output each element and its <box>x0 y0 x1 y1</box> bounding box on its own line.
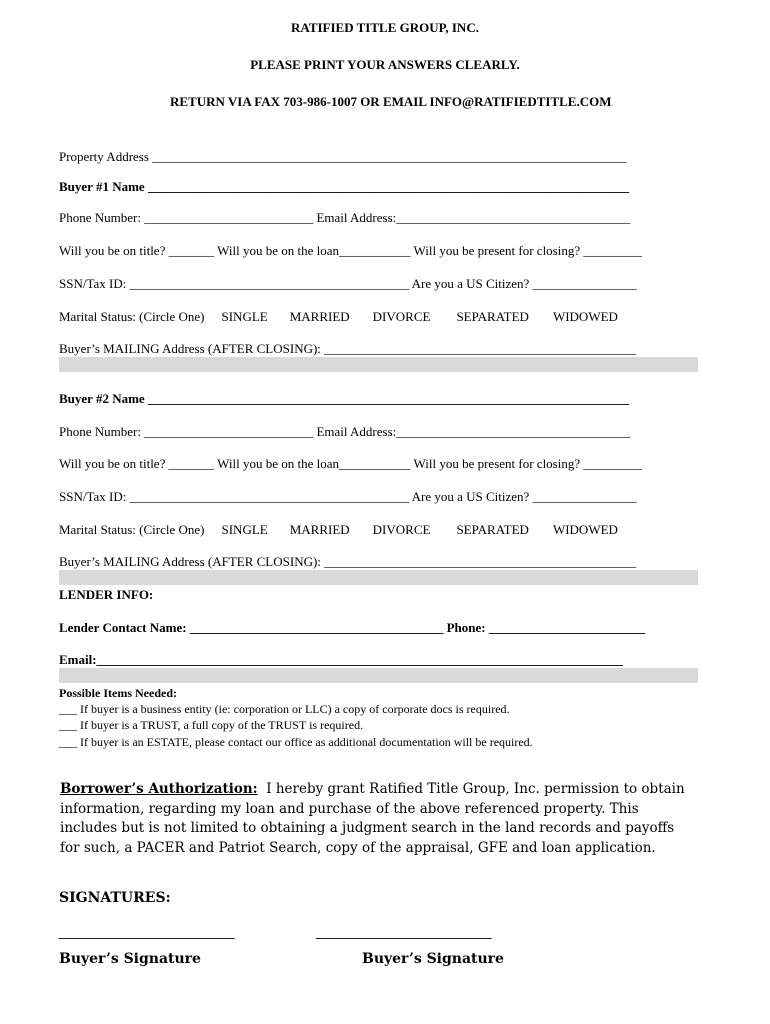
buyer1-mailing-address-field[interactable]: Buyer’s MAILING Address (AFTER CLOSING): ________________________________________________ <box>59 341 637 356</box>
marital-option-divorce[interactable]: DIVORCE <box>372 522 431 537</box>
section-divider <box>59 668 698 683</box>
buyer1-phone-email-field[interactable]: Phone Number: __________________________ Email Address:____________________________________ <box>59 210 631 225</box>
company-name: RATIFIED TITLE GROUP, INC. <box>291 20 479 35</box>
buyer2-name-field[interactable]: Buyer #2 Name __________________________________________________________________________ <box>59 391 629 406</box>
buyer2-phone-email-field[interactable]: Phone Number: __________________________ Email Address:____________________________________ <box>59 424 631 439</box>
authorization-heading: Borrower’s Authorization: <box>60 781 258 797</box>
authorization-text: I hereby grant Ratified Title Group, Inc. permission to obtain information, regarding my loan and purchase of the above referenced property. This includes but is not limited to obtaining a judgment search in the land records and payoffs for such, a PACER and Patriot Search, copy of the appraisal, GFE and loan application. <box>60 781 685 856</box>
marital-label: Marital Status: (Circle One) <box>59 522 205 537</box>
return-instruction: RETURN VIA FAX 703-986-1007 OR EMAIL INFO@RATIFIEDTITLE.COM <box>170 94 612 109</box>
buyer1-title-loan-field[interactable]: Will you be on title? _______ Will you be on the loan___________ Will you be present for closing? _________ <box>59 243 642 258</box>
item-trust[interactable]: ___ If buyer is a TRUST, a full copy of the TRUST is required. <box>59 718 364 732</box>
marital-option-separated[interactable]: SEPARATED <box>456 522 529 537</box>
marital-option-widowed[interactable]: WIDOWED <box>552 309 618 324</box>
property-address-field[interactable]: Property Address _________________________________________________________________________ <box>59 149 627 164</box>
item-business-entity[interactable]: ___ If buyer is a business entity (ie: corporation or LLC) a copy of corporate docs is required. <box>59 702 510 716</box>
signatures-heading: SIGNATURES: <box>59 890 171 906</box>
buyer2-title-loan-field[interactable]: Will you be on title? _______ Will you be on the loan___________ Will you be present for closing? _________ <box>59 456 642 471</box>
marital-label: Marital Status: (Circle One) <box>59 309 205 324</box>
item-estate[interactable]: ___ If buyer is an ESTATE, please contact our office as additional documentation will be required. <box>59 735 533 749</box>
borrower-authorization <box>60 780 690 858</box>
marital-option-widowed[interactable]: WIDOWED <box>552 522 618 537</box>
marital-option-married[interactable]: MARRIED <box>289 522 350 537</box>
marital-option-divorce[interactable]: DIVORCE <box>372 309 431 324</box>
marital-option-single[interactable]: SINGLE <box>221 522 268 537</box>
signature-label-1: Buyer’s Signature <box>59 951 201 967</box>
signature-line-1[interactable]: ___________________________ <box>59 925 235 940</box>
lender-info-heading: LENDER INFO: <box>59 587 154 602</box>
buyer1-marital-status <box>59 309 618 325</box>
buyer2-ssn-field[interactable]: SSN/Tax ID: ___________________________________________ Are you a US Citizen? ________________ <box>59 489 637 504</box>
items-heading: Possible Items Needed: <box>59 686 177 700</box>
lender-email-field[interactable]: Email:_________________________________________________________________________________ <box>59 652 624 667</box>
marital-option-married[interactable]: MARRIED <box>289 309 350 324</box>
lender-contact-field[interactable]: Lender Contact Name: _______________________________________ Phone: ________________________ <box>59 620 645 635</box>
buyer1-name-field[interactable]: Buyer #1 Name __________________________________________________________________________ <box>59 179 629 194</box>
buyer2-mailing-address-field[interactable]: Buyer’s MAILING Address (AFTER CLOSING): ________________________________________________ <box>59 554 637 569</box>
signature-line-2[interactable]: ___________________________ <box>316 925 492 940</box>
marital-option-separated[interactable]: SEPARATED <box>456 309 529 324</box>
section-divider <box>59 570 698 585</box>
print-instruction: PLEASE PRINT YOUR ANSWERS CLEARLY. <box>250 57 520 72</box>
marital-option-single[interactable]: SINGLE <box>221 309 268 324</box>
buyer2-marital-status <box>59 522 618 538</box>
section-divider <box>59 357 698 372</box>
signature-label-2: Buyer’s Signature <box>362 951 504 967</box>
buyer1-ssn-field[interactable]: SSN/Tax ID: ___________________________________________ Are you a US Citizen? ________________ <box>59 276 637 291</box>
